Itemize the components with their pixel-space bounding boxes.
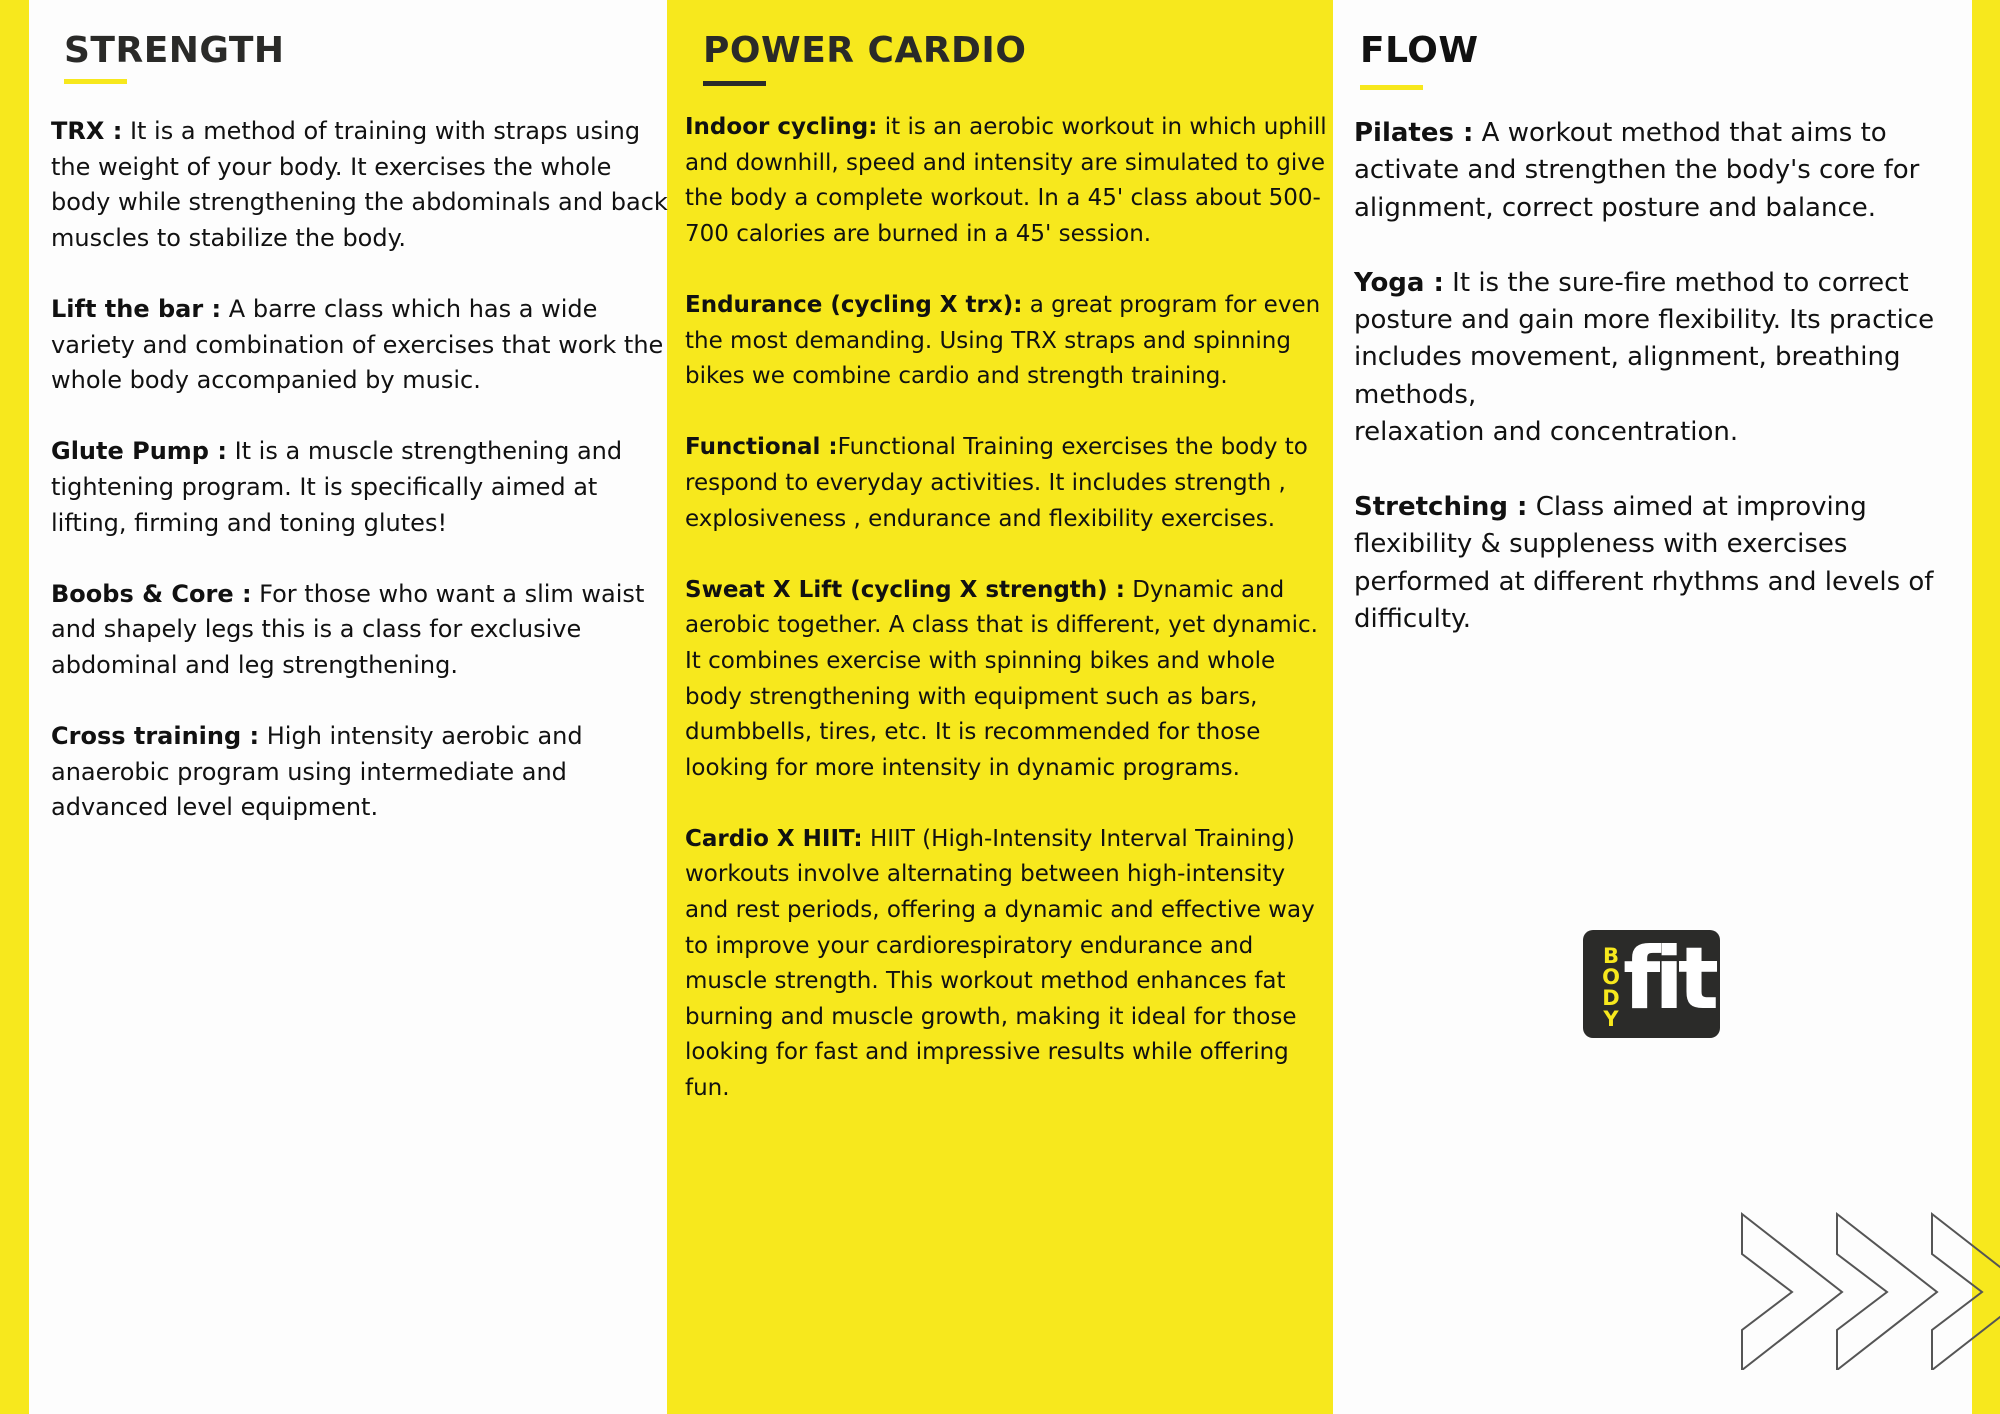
class-description: Class aimed at improving flexibility & suppleness with exercises performed at different rhythms and levels of difficulty.: [1354, 492, 1934, 635]
chevron-outline: [1837, 1214, 1937, 1370]
column-heading: POWER CARDIO: [703, 30, 1027, 71]
class-description: Dynamic and aerobic together. A class that is different, yet dynamic. It combines exercise with spinning bikes and whole body strengthening with equipment such as bars, dumbbells, tires, etc. It is recommended for those looking for more intensity in dynamic programs.: [685, 576, 1318, 781]
class-description: a great program for even the most demanding. Using TRX straps and spinning bikes we combine cardio and strength training.: [685, 291, 1321, 390]
right-accent-strip: [1972, 0, 2000, 1414]
class-description: HIIT (High-Intensity Interval Training) workouts involve alternating between high-intensity and rest periods, offering a dynamic and effective way to improve your cardiorespiratory endurance and muscle strength. This workout method enhances fat burning and muscle growth, making it ideal for those looking for fast and impressive results while offering fun.: [685, 825, 1315, 1102]
class-name: Yoga :: [1354, 267, 1444, 298]
class-entry: [51, 577, 671, 684]
chevron-outline: [1932, 1214, 2000, 1370]
class-name: Cardio X HIIT:: [685, 825, 863, 852]
class-entry: [51, 719, 671, 826]
logo-letter: D: [1602, 986, 1620, 1010]
class-entry: [1354, 115, 1954, 227]
flow-column: [1333, 0, 1972, 1414]
class-description: For those who want a slim waist and shapely legs this is a class for exclusive abdominal and leg strengthening.: [51, 579, 645, 679]
class-entry: [51, 114, 671, 256]
class-name: Sweat X Lift (cycling X strength) :: [685, 576, 1125, 603]
class-description: Functional Training exercises the body to respond to everyday activities. It includes strength , explosiveness , endurance and flexibility exercises.: [685, 434, 1308, 532]
chevron-arrows-icon: [1740, 1210, 2000, 1370]
class-entry: [685, 573, 1333, 787]
class-name: Cross training :: [51, 722, 260, 751]
strength-column: [29, 0, 667, 1414]
logo-letter: Y: [1603, 1007, 1619, 1031]
class-list: [51, 114, 671, 861]
class-name: Endurance (cycling X trx):: [685, 291, 1023, 318]
heading-underline: [1360, 85, 1423, 90]
class-entry: [51, 292, 671, 399]
class-name: TRX :: [51, 117, 123, 145]
class-description: A workout method that aims to activate and strengthen the body's core for alignment, correct posture and balance.: [1354, 118, 1920, 223]
class-name: Lift the bar :: [51, 294, 222, 323]
class-name: Functional :: [685, 434, 838, 461]
class-name: Pilates :: [1354, 118, 1474, 148]
class-description: High intensity aerobic and anaerobic program using intermediate and advanced level equipment.: [51, 722, 583, 822]
class-name: Boobs & Core :: [51, 579, 252, 608]
logo-letter: B: [1602, 944, 1619, 968]
class-entry: [51, 434, 671, 541]
class-entry: [685, 430, 1333, 537]
class-list: [685, 110, 1333, 1142]
class-name: Indoor cycling:: [685, 114, 878, 140]
class-list: [1354, 115, 1954, 676]
class-description: A barre class which has a wide variety and combination of exercises that work the whole body accompanied by music.: [51, 294, 664, 395]
class-entry: [685, 110, 1333, 252]
heading-underline: [64, 79, 127, 84]
class-description: it is an aerobic workout in which uphill and downhill, speed and intensity are simulated to give the body a complete workout. In a 45' class about 500-700 calories are burned in a 45' session.: [685, 114, 1327, 247]
class-entry: [1354, 265, 1954, 452]
column-heading: STRENGTH: [64, 30, 285, 71]
class-entry: [1354, 489, 1954, 639]
class-description: It is a muscle strengthening and tightening program. It is specifically aimed at lifting, firming and toning glutes!: [51, 437, 623, 537]
class-entry: [685, 822, 1333, 1107]
class-description: It is a method of training with straps using the weight of your body. It exercises the whole body while strengthening the abdominals and back muscles to stabilize the body.: [51, 117, 668, 252]
power-cardio-column: [667, 0, 1333, 1414]
logo-wordmark: fit: [1623, 930, 1714, 1029]
logo-letter: O: [1602, 965, 1620, 989]
chevron-outline: [1742, 1214, 1842, 1370]
logo-vertical-letters: [1600, 946, 1622, 1030]
class-description: It is the sure-fire method to correct posture and gain more flexibility. Its practice includes movement, alignment, breathing methods, relaxation and concentration.: [1354, 267, 1935, 448]
class-name: Stretching :: [1354, 492, 1528, 523]
heading-underline: [703, 81, 766, 86]
class-entry: [685, 288, 1333, 395]
class-name: Glute Pump :: [51, 437, 227, 466]
left-accent-strip: [0, 0, 29, 1414]
bodyfit-logo: [1583, 930, 1720, 1038]
column-heading: FLOW: [1360, 30, 1479, 71]
